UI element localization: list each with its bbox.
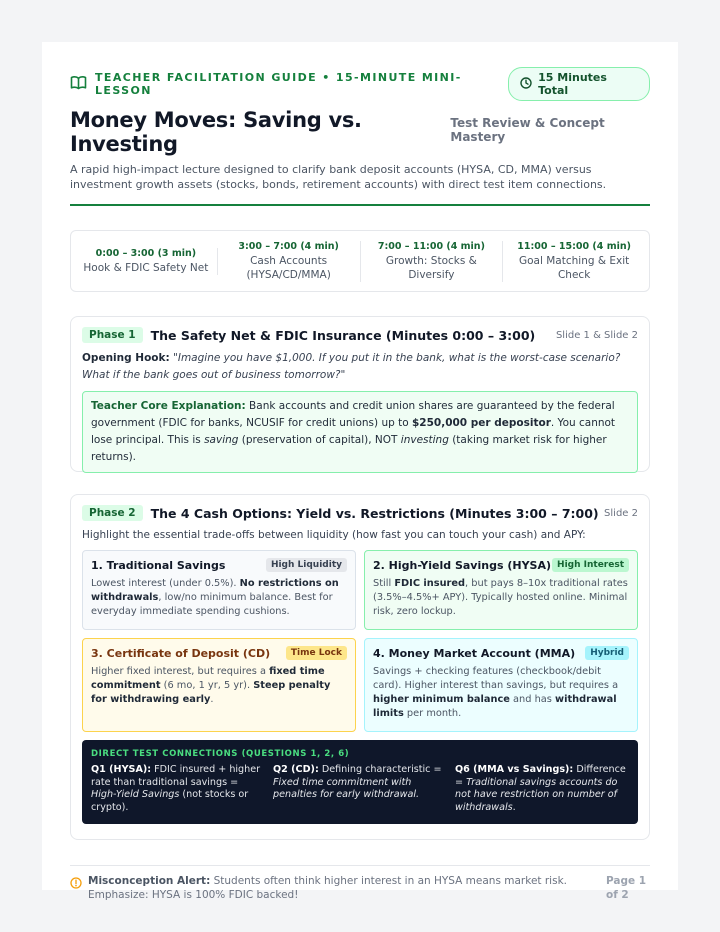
timeline-label: Cash Accounts (HYSA/CD/MMA): [246, 254, 331, 281]
test-answer: Fixed time commitment with penalties for early withdrawal.: [273, 776, 420, 800]
timeline-item: [218, 241, 361, 282]
option-text: Savings + checking features (checkbook/debit card). Higher interest than savings, but requires a: [373, 666, 619, 691]
option-text: .: [210, 694, 214, 705]
test-text: FDIC insured + higher rate than traditional savings =: [91, 764, 261, 788]
test-q2: [273, 764, 447, 814]
option-text: and has: [509, 694, 556, 705]
option-hysa: [364, 550, 638, 630]
test-q1: [91, 764, 265, 814]
option-title: 4. Money Market Account (MMA): [373, 646, 576, 660]
eyebrow: [70, 71, 508, 97]
option-text: , low/no minimum balance. Best for everyday immediate spending cushions.: [91, 592, 333, 617]
fdic-limit: $250,000 per depositor: [411, 417, 551, 429]
explanation-text: Bank accounts and credit union shares are guaranteed by the federal government (FDIC for banks, NCUSIF for credit unions) up to: [91, 400, 615, 429]
option-tag: Hybrid: [585, 646, 629, 660]
option-text: Higher fixed interest, but requires a: [91, 666, 270, 677]
option-emphasis: higher minimum balance: [373, 694, 510, 705]
duration-text: 15 Minutes Total: [538, 71, 607, 97]
duration-badge: [508, 67, 650, 101]
page-title: Money Moves: Saving vs. Investing: [70, 108, 362, 156]
timeline-item: [361, 241, 504, 282]
core-explanation-label: Teacher Core Explanation:: [91, 400, 246, 412]
misconception-alert-label: Misconception Alert:: [88, 875, 211, 887]
guide-page: [42, 42, 678, 901]
option-tag: High Interest: [552, 558, 629, 572]
page-subtitle: Test Review & Concept Mastery: [450, 116, 605, 144]
option-emphasis: Steep penalty for withdrawing early: [91, 680, 331, 705]
option-traditional-savings: [82, 550, 356, 630]
timeline-time: 3:00 – 7:00 (4 min): [238, 240, 339, 252]
header-divider: [70, 204, 650, 206]
option-tag: Time Lock: [286, 646, 347, 660]
option-body: [373, 665, 629, 721]
test-text: (not stocks or crypto).: [91, 789, 249, 813]
top-bar: [70, 72, 650, 96]
timeline-time: 11:00 – 15:00 (4 min): [517, 240, 631, 252]
option-text: , but pays 8–10x traditional rates (3.5%–4.5%+ APY). Typically hosted online. Minimal risk, zero lockup.: [373, 578, 628, 617]
test-q2-label: Q2 (CD):: [273, 764, 319, 775]
investing-term: investing: [400, 434, 449, 446]
option-body: [91, 665, 347, 707]
explanation-text: (taking market risk for higher returns).: [91, 434, 607, 463]
test-answer: Traditional savings accounts do not have restriction on number of withdrawals: [455, 776, 618, 813]
option-emphasis: FDIC insured: [394, 578, 466, 589]
opening-hook-quote: "Imagine you have $1,000. If you put it in the bank, what is the worst-case scenario? What if the bank goes out of business tomorrow?": [82, 352, 621, 381]
option-emphasis: No restrictions on withdrawals: [91, 578, 339, 603]
phase-2-header: [82, 505, 638, 521]
option-text: Still: [373, 578, 395, 589]
timeline-time: 0:00 – 3:00 (3 min): [95, 247, 197, 259]
test-q6: [455, 764, 629, 814]
test-answer: High-Yield Savings: [91, 789, 180, 800]
phase-1-slide-ref: Slide 1 & Slide 2: [555, 329, 638, 341]
timeline-item: [75, 248, 218, 275]
eyebrow-text: TEACHER FACILITATION GUIDE • 15-MINUTE MINI-LESSON: [95, 71, 462, 97]
alert-circle-icon: [70, 874, 82, 902]
timeline-label: Growth: Stocks & Diversify: [385, 254, 477, 281]
option-emphasis: withdrawal limits: [373, 694, 617, 719]
explanation-text: (preservation of capital), NOT: [238, 434, 401, 446]
option-text: (6 mo, 1 yr, 5 yr).: [160, 680, 254, 691]
phase-1-card: [70, 316, 650, 472]
phase-2-title: The 4 Cash Options: Yield vs. Restrictions (Minutes 3:00 – 7:00): [150, 505, 599, 521]
test-connections-panel: [82, 740, 638, 824]
test-text: Difference =: [455, 764, 626, 788]
phase-2-intro: Highlight the essential trade-offs between liquidity (how fast you can touch your cash) and APY:: [82, 529, 586, 541]
core-explanation: [82, 391, 638, 473]
test-q6-label: Q6 (MMA vs Savings):: [455, 764, 574, 775]
test-text: Defining characteristic =: [318, 764, 442, 775]
misconception-alert-text: Students often think higher interest in an HYSA means market risk. Emphasize: HYSA is 100% FDIC backed!: [88, 875, 567, 901]
timeline-label: Goal Matching & Exit Check: [518, 254, 630, 281]
title-row: [70, 108, 650, 156]
option-title: 2. High-Yield Savings (HYSA): [373, 558, 551, 572]
option-title: 1. Traditional Savings: [91, 558, 226, 572]
timeline-label: Hook & FDIC Safety Net: [83, 261, 209, 274]
lesson-timeline: [70, 230, 650, 292]
misconception-alert: [88, 874, 580, 902]
test-q1-label: Q1 (HYSA):: [91, 764, 152, 775]
option-text: Lowest interest (under 0.5%).: [91, 578, 240, 589]
option-mma: [364, 638, 638, 732]
phase-2-card: [70, 494, 650, 840]
timeline-time: 7:00 – 11:00 (4 min): [377, 240, 485, 252]
option-cd: [82, 638, 356, 732]
opening-hook-label: Opening Hook:: [82, 352, 170, 364]
phase-1-header: [82, 327, 638, 343]
clock-icon: [520, 77, 532, 92]
phase-2-slide-ref: Slide 2: [604, 507, 638, 519]
option-title: 3. Certificate of Deposit (CD): [91, 646, 271, 660]
option-text: per month.: [403, 708, 462, 719]
phase-1-title: The Safety Net & FDIC Insurance (Minutes 0:00 – 3:00): [150, 327, 536, 343]
option-emphasis: fixed time commitment: [91, 666, 325, 691]
phase-2-badge: Phase 2: [82, 505, 143, 521]
saving-term: saving: [204, 434, 239, 446]
explanation-text: . You cannot lose principal. This is: [91, 417, 616, 446]
timeline-item: [503, 241, 645, 282]
option-tag: High Liquidity: [266, 558, 347, 572]
opening-hook: [82, 350, 638, 384]
cash-options-grid: [82, 550, 638, 732]
option-body: [373, 577, 629, 619]
test-text: .: [512, 801, 516, 813]
option-body: [91, 577, 347, 619]
page-footer: [70, 865, 650, 902]
page-number: Page 1 of 2: [606, 875, 647, 901]
book-open-icon: [70, 75, 87, 94]
phase-1-badge: Phase 1: [82, 327, 143, 343]
page-description: A rapid high-impact lecture designed to clarify bank deposit accounts (HYSA, CD, MMA) versus investment growth assets (stocks, bonds, retirement accounts) with direct test item connections.: [70, 163, 607, 191]
test-connections-heading: DIRECT TEST CONNECTIONS (QUESTIONS 1, 2, 6): [91, 749, 350, 759]
